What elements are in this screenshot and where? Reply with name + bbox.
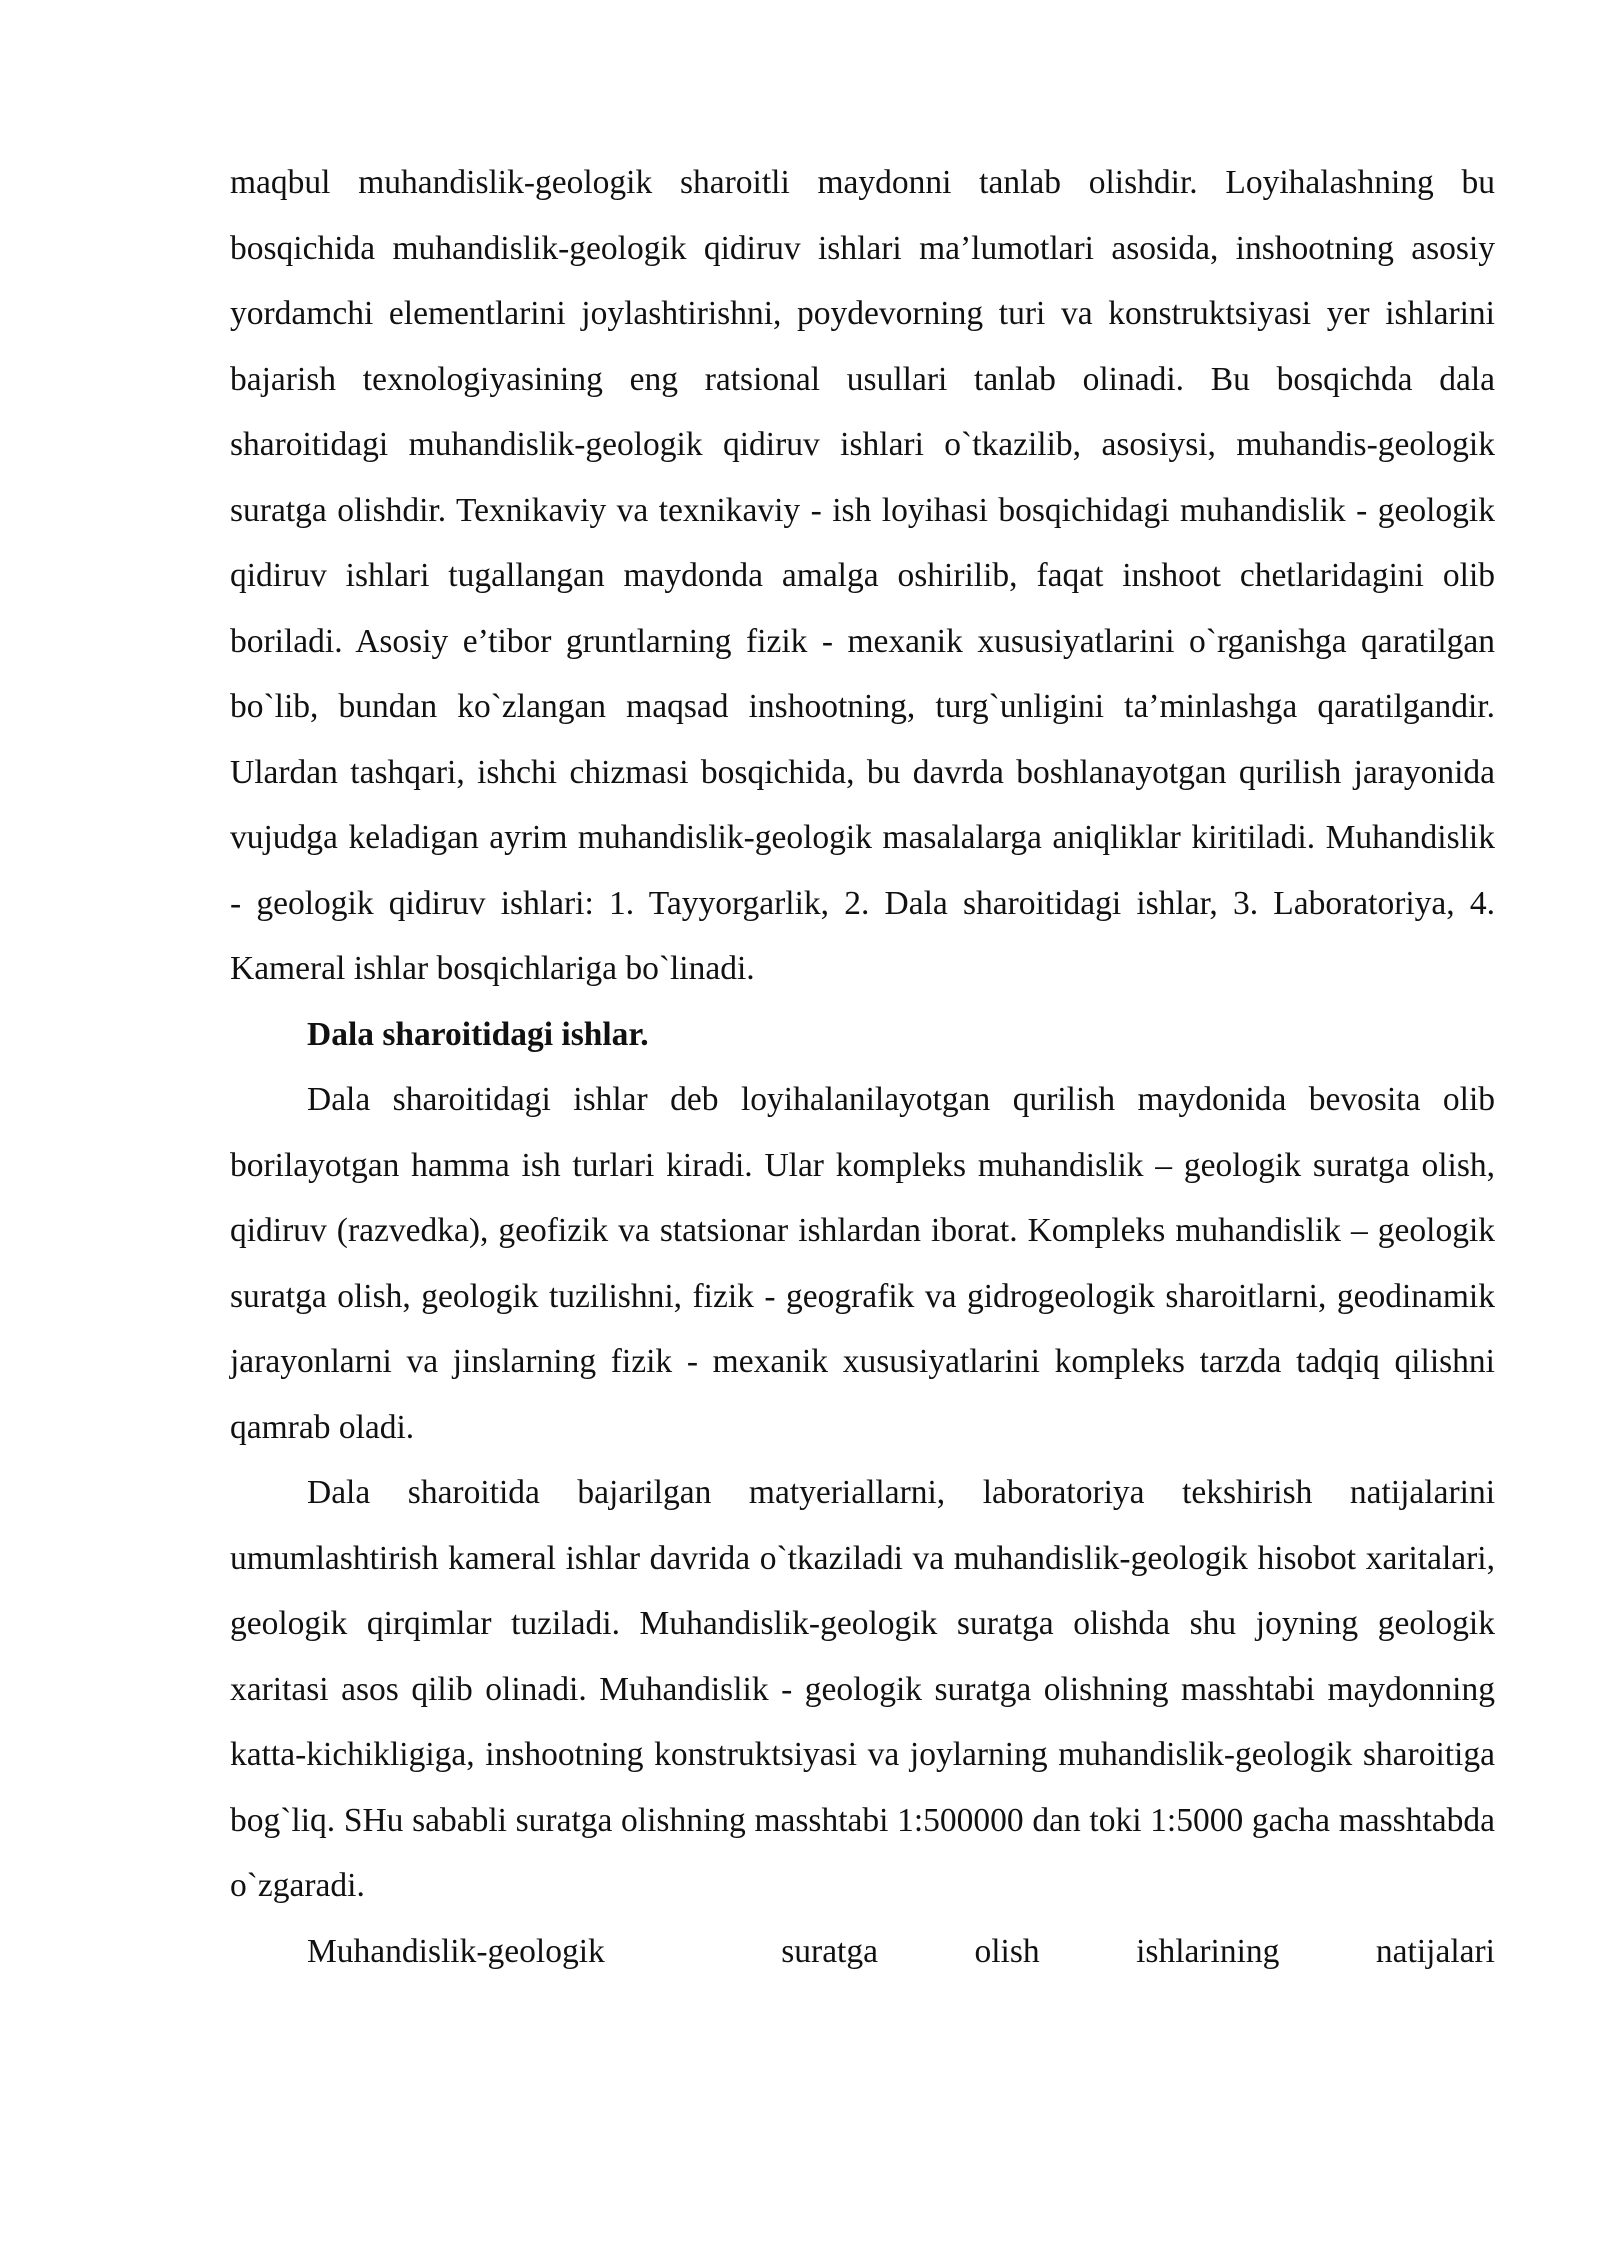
- word: ishlarining: [1136, 1932, 1280, 1970]
- paragraph-1: maqbul muhandislik-geologik sharoitli maydonni tanlab olishdir. Loyihalashning bu bosqichida muhandislik-geologik qidiruv ishlari ma’lumotlari asosida, inshootning asosiy yordamchi elementlarini joylashtirishni, poydevorning turi va konstruktsiyasi yer ishlarini bajarish texnologiyasining eng ratsional usullari tanlab olinadi. Bu bosqichda dala sharoitidagi muhandislik-geologik qidiruv ishlari o`tkazilib, asosiysi, muhandis-geologik suratga olishdir. Texnikaviy va texnikaviy - ish loyihasi bosqichidagi muhandislik - geologik qidiruv ishlari tugallangan maydonda amalga oshirilib, faqat inshoot chetlaridagini olib boriladi. Asosiy e’tibor gruntlarning fizik - mexanik xususiyatlarini o`rganishga qaratilgan bo`lib, bundan ko`zlangan maqsad inshootning, turg`unligini ta’minlashga qaratilgandir. Ulardan tashqari, ishchi chizmasi bosqichida, bu davrda boshlanayotgan qurilish jarayonida vujudga keladigan ayrim muhandislik-geologik masalalarga aniqliklar kiritiladi. Muhandislik - geologik qidiruv ishlari: 1. Tayyorgarlik, 2. Dala sharoitidagi ishlar, 3. Laboratoriya, 4. Kameral ishlar bosqichlariga bo`linadi.: [230, 164, 1495, 987]
- word: natijalari: [1375, 1932, 1495, 1970]
- paragraph-3: Dala sharoitida bajarilgan matyeriallarni, laboratoriya tekshirish natijalarini umumlashtirish kameral ishlar davrida o`tkaziladi va muhandislik-geologik hisobot xaritalari, geologik qirqimlar tuziladi. Muhandislik-geologik suratga olishda shu joyning geologik xaritasi asos qilib olinadi. Muhandislik - geologik suratga olishning masshtabi maydonning katta-kichikligiga, inshootning konstruktsiyasi va joylarning muhandislik-geologik sharoitiga bog`liq. SHu sababli suratga olishning masshtabi 1:500000 dan toki 1:5000 gacha masshtabda o`zgaradi.: [230, 1474, 1495, 1904]
- paragraph-4-first-line: [230, 1919, 1495, 1985]
- section-heading: Dala sharoitidagi ishlar.: [307, 1015, 649, 1053]
- document-page: [230, 150, 1495, 1984]
- word: suratga: [781, 1932, 878, 1970]
- paragraph-2: Dala sharoitidagi ishlar deb loyihalanilayotgan qurilish maydonida bevosita olib borilayotgan hamma ish turlari kiradi. Ular kompleks muhandislik – geologik suratga olish, qidiruv (razvedka), geofizik va statsionar ishlardan iborat. Kompleks muhandislik – geologik suratga olish, geologik tuzilishni, fizik - geografik va gidrogeologik sharoitlarni, geodinamik jarayonlarni va jinslarning fizik - mexanik xususiyatlarini kompleks tarzda tadqiq qilishni qamrab oladi.: [230, 1081, 1495, 1446]
- word: Muhandislik-geologik: [307, 1932, 605, 1970]
- word: olish: [974, 1932, 1040, 1970]
